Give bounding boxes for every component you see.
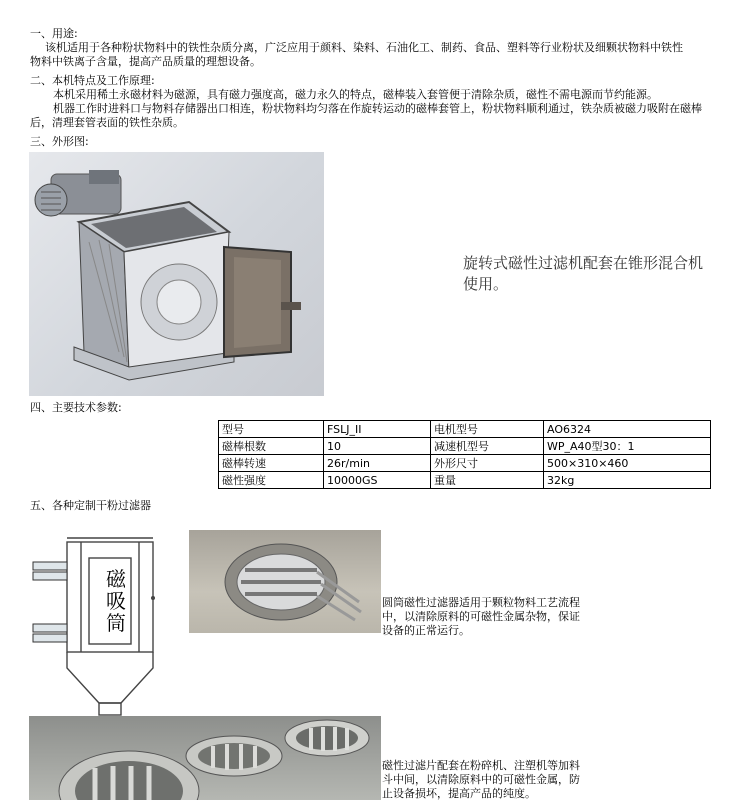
magnetic-filter-plates-photo xyxy=(29,716,381,800)
section-2-text-line: 本机采用稀土永磁材料为磁源，具有磁力强度高，磁力永久的特点，磁棒装入套管便于清除杂质，磁性不需电源而节约能源。 xyxy=(53,88,658,101)
table-cell: 26r/min xyxy=(324,455,431,472)
filter-3-description-line: 斗中间，以清除原料中的可磁性金属，防 xyxy=(382,773,580,786)
table-cell: 型号 xyxy=(219,421,324,438)
filter-2-description-line: 中，以清除原料的可磁性金属杂物，保证 xyxy=(382,610,580,623)
table-cell: 磁性强度 xyxy=(219,472,324,489)
section-1-heading: 一、用途: xyxy=(30,27,78,40)
filter-2-description-line: 圆筒磁性过滤器适用于颗粒物料工艺流程 xyxy=(382,596,580,609)
filter-3-description-line: 止设备损坏，提高产品的纯度。 xyxy=(382,787,536,800)
table-cell: FSLJ_II xyxy=(324,421,431,438)
diagram-label-char: 筒 xyxy=(106,611,126,635)
figure-1-caption-line: 旋转式磁性过滤机配套在锥形混合机 xyxy=(463,254,704,272)
rotary-magnetic-filter-photo xyxy=(29,152,324,396)
table-cell: 10 xyxy=(324,438,431,455)
table-cell: 10000GS xyxy=(324,472,431,489)
table-cell: 32kg xyxy=(544,472,711,489)
table-cell: 重量 xyxy=(431,472,544,489)
magnetic-cylinder-diagram xyxy=(29,528,159,718)
filter-2-description-line: 设备的正常运行。 xyxy=(382,624,470,637)
table-row xyxy=(219,455,711,472)
table-cell: 减速机型号 xyxy=(431,438,544,455)
section-5-heading: 五、各种定制干粉过滤器 xyxy=(30,499,151,512)
table-row xyxy=(219,472,711,489)
section-2-text-line: 机器工作时进料口与物料存储器出口相连，粉状物料均匀落在作旋转运动的磁棒套管上，粉状物料顺利通过，铁杂质被磁力吸附在磁棒 xyxy=(53,102,702,115)
section-2-text-line: 后，清理套管表面的铁性杂质。 xyxy=(30,116,184,129)
figure-1-caption-line: 使用。 xyxy=(463,275,509,293)
diagram-label-char: 磁 xyxy=(106,567,126,591)
table-cell: AO6324 xyxy=(544,421,711,438)
table-cell: 外形尺寸 xyxy=(431,455,544,472)
table-row xyxy=(219,438,711,455)
table-cell: 磁棒转速 xyxy=(219,455,324,472)
section-3-heading: 三、外形图: xyxy=(30,135,89,148)
filter-3-description-line: 磁性过滤片配套在粉碎机、注塑机等加料 xyxy=(382,759,580,772)
table-cell: WP_A40型30：1 xyxy=(544,438,711,455)
table-row xyxy=(219,421,711,438)
section-4-heading: 四、主要技术参数: xyxy=(30,401,122,414)
spec-table xyxy=(218,420,711,489)
table-cell: 电机型号 xyxy=(431,421,544,438)
section-2-heading: 二、本机特点及工作原理: xyxy=(30,74,155,87)
diagram-label-char: 吸 xyxy=(106,589,126,613)
table-cell: 磁棒根数 xyxy=(219,438,324,455)
cylindrical-magnetic-filter-photo xyxy=(189,530,381,633)
section-1-text-line: 物料中铁离子含量，提高产品质量的理想设备。 xyxy=(30,55,261,68)
table-cell: 500×310×460 xyxy=(544,455,711,472)
section-1-text-line: 该机适用于各种粉状物料中的铁性杂质分离，广泛应用于颜料、染料、石油化工、制药、食品、塑料等行业粉状及细颗状物料中铁性 xyxy=(45,41,683,54)
